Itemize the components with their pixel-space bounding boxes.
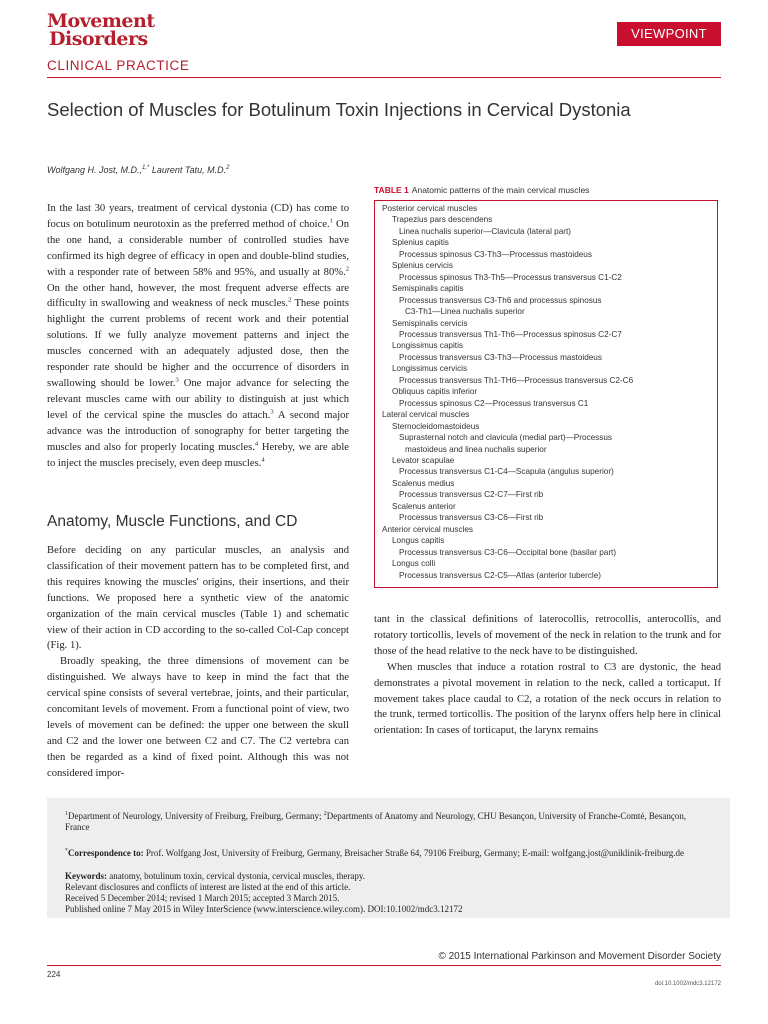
page-number: 224 <box>47 970 61 979</box>
table-attachment-row: Processus transversus C2-C5—Atlas (anterior tubercle) <box>399 570 602 580</box>
anatomy-paragraph-2: Broadly speaking, the three dimensions of movement can be distinguished. We always have to keep in mind the fact that the cervical spine consists of several vertebrae, joints, and their particular, concomitant levels of movement. From a functional point of view, two levels of movement can be defined: the upper one between the skull and C2 and the lower one between C2 and C7. The C2 vertebra can then be regarded as a kind of fixed point. Although this was not considered impor- <box>47 656 349 779</box>
keywords-text: anatomy, botulinum toxin, cervical dystonia, cervical muscles, therapy. <box>107 871 366 881</box>
footer-divider <box>47 965 721 966</box>
table-attachment-row: Processus transversus C2-C7—First rib <box>399 490 544 500</box>
citation-marker: 1 <box>329 217 333 225</box>
affiliation-1-marker: 1 <box>65 811 68 817</box>
citation-marker: 4 <box>254 440 259 448</box>
table-muscle-row: Semispinalis capitis <box>392 284 464 294</box>
table-attachment-row: Linea nuchalis superior—Clavicula (lateral part) <box>399 226 572 236</box>
publication-info: Published online 7 May 2015 in Wiley InterScience (www.interscience.wiley.com). DOI:10.1002/mdc3.12172 <box>65 904 463 914</box>
affiliations <box>65 811 705 834</box>
affiliation-2: Departments of Anatomy and Neurology, CHU Besançon, University of Franche-Comté, Besançon, France <box>65 811 687 833</box>
citation-marker: 2 <box>345 265 349 273</box>
journal-logo <box>47 12 167 48</box>
citation-marker: 2 <box>288 296 292 304</box>
citation-marker: 3 <box>270 408 274 416</box>
article-title: Selection of Muscles for Botulinum Toxin Injections in Cervical Dystonia <box>47 99 631 120</box>
table-attachment-row: Processus transversus C3-Th6 and processus spinosus <box>399 295 602 305</box>
viewpoint-badge: VIEWPOINT <box>617 22 721 46</box>
table-muscle-row: Trapezius pars descendens <box>392 215 493 225</box>
footnote-box <box>47 798 730 918</box>
table-group-row: Anterior cervical muscles <box>382 524 473 534</box>
citation-marker: 4 <box>261 455 265 463</box>
table-attachment-row: Processus transversus C3-C6—Occipital bone (basilar part) <box>399 547 617 557</box>
intro-column <box>47 201 349 471</box>
table-muscle-row: Longissimus cervicis <box>392 364 468 374</box>
author-line <box>47 165 229 175</box>
header-divider <box>47 77 721 78</box>
table-muscle-row: Levator scapulae <box>392 455 455 465</box>
anatomy-paragraph-1: Before deciding on any particular muscles, an analysis and classification of their movement pattern has to be completed first, and this requires knowing the muscles' origins, their insertions, and their functions. We proposed here a synthetic view of the anatomic organization of the main cervical muscles (Table 1) and schematic view of their action in CD according to the so-called Col-Cap concept (Fig. 1). <box>47 545 349 652</box>
section-heading: Anatomy, Muscle Functions, and CD <box>47 513 298 530</box>
table-muscle-row: Obliquus capitis inferior <box>392 387 478 397</box>
affiliation-2-marker: 2 <box>323 811 327 817</box>
table-attachment-row: Processus spinosus C3-Th3—Processus mastoideus <box>399 249 592 259</box>
citation-marker: 3 <box>175 376 179 384</box>
correspondence <box>65 848 705 859</box>
table-attachment-row: Processus transversus Th1-Th6—Processus spinosus C2-C7 <box>399 329 622 339</box>
correspondence-text: Prof. Wolfgang Jost, University of Freiburg, Germany, Breisacher Straße 64, 79106 Freiburg, Germany; E-mail: wolfgang.jost@uniklinik-freiburg.de <box>143 848 685 858</box>
table-attachment-row: C3-Th1—Linea nuchalis superior <box>405 307 525 317</box>
correspondence-label: Correspondence to: <box>68 848 144 858</box>
author-1: Wolfgang H. Jost, M.D., <box>47 165 143 175</box>
copyright: © 2015 International Parkinson and Movement Disorder Society <box>438 951 721 962</box>
table-muscle-row: Longus capitis <box>392 536 445 546</box>
table-attachment-row: Processus spinosus Th3-Th5—Processus transversus C1-C2 <box>399 272 622 282</box>
continued-column <box>374 612 721 739</box>
footer-doi: doi:10.1002/mdc3.12172 <box>654 981 721 987</box>
author-1-affiliation: 1,* <box>142 165 150 171</box>
table-muscle-row: Sternocleidomastoideus <box>392 421 480 431</box>
table-muscle-row: Scalenus medius <box>392 478 455 488</box>
correspondence-marker: * <box>65 848 68 854</box>
table-attachment-row: mastoideus and linea nuchalis superior <box>405 444 547 454</box>
anatomy-column <box>47 543 349 782</box>
table-attachment-row: Processus transversus Th1-TH6—Processus transversus C2-C6 <box>399 375 634 385</box>
table-muscle-row: Splenius capitis <box>392 238 449 248</box>
keywords <box>65 871 705 882</box>
table-attachment-row: Processus transversus C3-C6—First rib <box>399 513 544 523</box>
affiliation-1: Department of Neurology, University of Freiburg, Freiburg, Germany; <box>68 811 324 821</box>
continued-paragraph-1: tant in the classical definitions of laterocollis, retrocollis, anterocollis, and rotatory torticollis, levels of movement of the neck in relation to the trunk and for those of the head relative to the neck have to be distinguished. <box>374 614 721 657</box>
author-2-affiliation: 2 <box>226 165 230 171</box>
intro-paragraph: In the last 30 years, treatment of cervical dystonia (CD) has come to focus on botulinum neurotoxin as the preferred method of choice.$^1$ On the one hand, a considerable number of controlled studies have confirmed its high degree of efficacy in open and double-blind studies, with a responder rate of between 58% and 95%, and usually at 80%.$^2$ On the other hand, however, the most frequent adverse effects are difficulty in swallowing and weakness of neck muscles.$^2$ These points highlight the current problems of recent work and their potential solutions. If we fully analyze movement patterns and inject the muscles concerned with an adequately adjusted dose, then the responder rate should be higher and the occurrence of disorders in swallowing should be lower.$^3$ One major advance for selecting the relevant muscles came with our ability to distinguish at just which level of the cervical spine the muscles do attach.$^3$ A second major advance was the introduction of sonography for better targeting the muscles and also for properly locating muscles.$^4$ Hereby, we are able to inject the muscles precisely, even deep muscles.$^4$ <box>47 203 349 469</box>
table-attachment-row: Processus spinosus C2—Processus transversus C1 <box>399 398 589 408</box>
journal-logo-line2: Disorders <box>49 28 148 50</box>
table-muscle-row: Longus colli <box>392 559 436 569</box>
table-caption-text: Anatomic patterns of the main cervical muscles <box>411 185 590 195</box>
table-attachment-row: Suprasternal notch and clavicula (medial part)—Processus <box>399 433 612 443</box>
continued-paragraph-2: When muscles that induce a rotation rostral to C3 are dystonic, the head demonstrates a pivotal movement in relation to the neck, called a torticaput. If movement takes place caudal to C2, a rotation of the neck occurs in relation to the trunk, termed torticollis. The position of the larynx offers help here in clinical orientation: In cases of torticaput, the larynx remains <box>374 661 721 737</box>
journal-logo-line1: Movement <box>47 10 155 32</box>
keywords-label: Keywords: <box>65 871 107 881</box>
table-group-row: Lateral cervical muscles <box>382 410 470 420</box>
table-attachment-row: Processus transversus C1-C4—Scapula (angulus superior) <box>399 467 614 477</box>
table-muscle-row: Semispinalis cervicis <box>392 318 468 328</box>
disclosure-note: Relevant disclosures and conflicts of interest are listed at the end of this article. <box>65 882 351 892</box>
table-muscle-row: Scalenus anterior <box>392 501 456 511</box>
table-group-row: Posterior cervical muscles <box>382 204 478 213</box>
table-label: TABLE 1 <box>374 185 409 195</box>
table-muscle-row: Longissimus capitis <box>392 341 463 351</box>
author-2: Laurent Tatu, M.D. <box>151 165 227 175</box>
table-attachment-row: Processus transversus C3-Th3—Processus mastoideus <box>399 352 602 362</box>
table-muscle-row: Splenius cervicis <box>392 261 453 271</box>
muscle-table <box>374 200 718 588</box>
section-label: CLINICAL PRACTICE <box>47 58 190 73</box>
received-dates: Received 5 December 2014; revised 1 March 2015; accepted 3 March 2015. <box>65 893 340 903</box>
table-caption <box>374 185 589 195</box>
